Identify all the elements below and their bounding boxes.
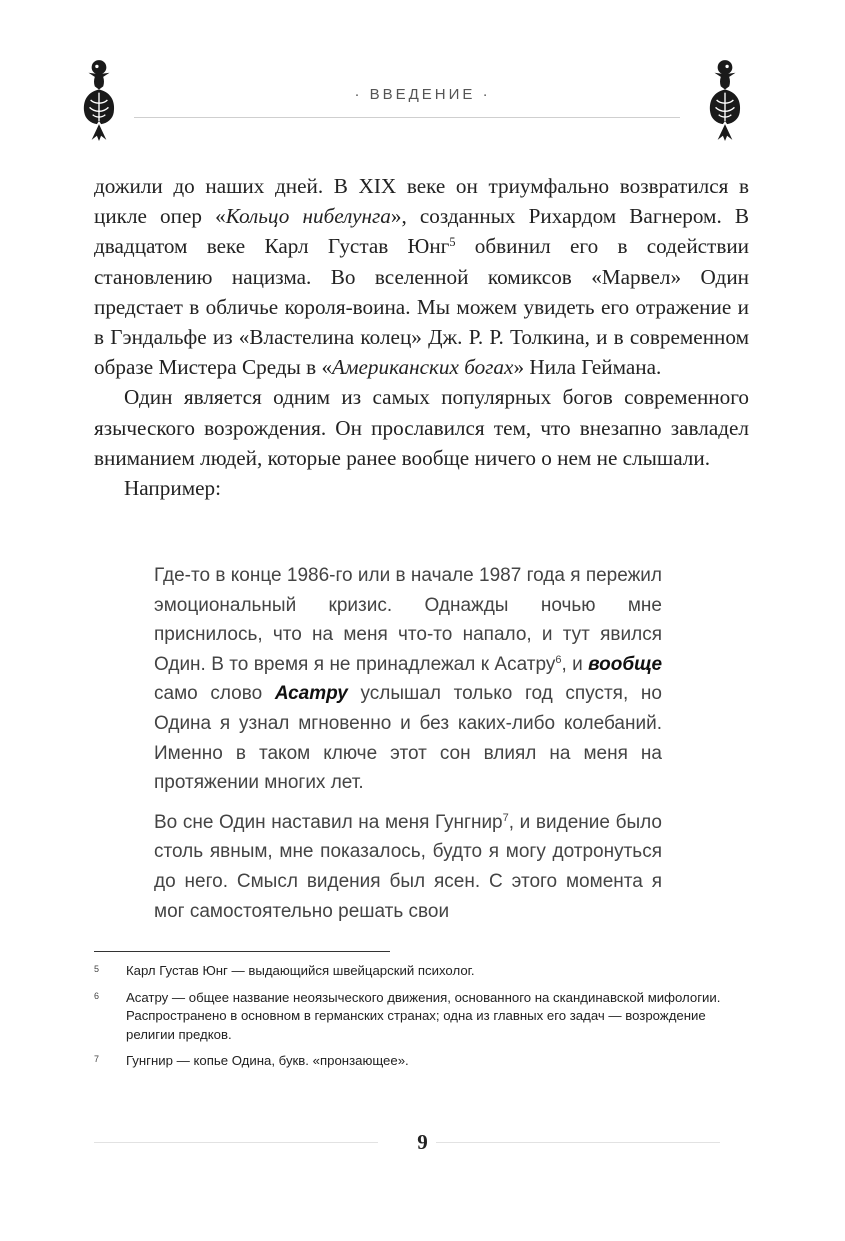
footnote-number: 5 — [94, 964, 100, 974]
footnote-text: Асатру — общее название неоязыческого движения, основанного на скандинавской мифологии. Распространено в основном в германских странах; одна из главных его задач — возрождение религии предков. — [126, 989, 721, 1042]
quote-paragraph: Во сне Один наставил на меня Гунгнир$^7$, и видение было столь явным, мне показалось, будто я могу дотронуться до него. Смысл видения был ясен. С этого момента я мог самостоятельно решать свои — [154, 811, 662, 922]
footnote-divider — [94, 951, 390, 952]
paragraph: Один является одним из самых популярных богов современного языческого возрождения. Он прославился тем, что внезапно завладел вниманием людей, которые ранее вообще ничего о нем не слышали. — [94, 385, 749, 470]
footer-divider-right — [436, 1142, 720, 1143]
footnote-ref[interactable]: 6 — [555, 654, 562, 667]
page-number: 9 — [417, 1130, 428, 1154]
block-quote — [154, 561, 662, 926]
paragraph: Например: — [124, 476, 221, 501]
footnote-text: Карл Густав Юнг — выдающийся швейцарский психолог. — [126, 963, 475, 978]
quote-paragraph: Где-то в конце 1986-го или в начале 1987 года я пережил эмоциональный кризис. Однажды ночью мне приснилось, что на меня что-то напало, и тут явился Один. В то время я не принадлежал к Асатру$^6$, и вообще само слово Асатру услышал только год спустя, но Одина я узнал мгновенно и без каких-либо колебаний. Именно в таком ключе этот сон влиял на меня на протяжении многих лет. — [154, 565, 663, 794]
running-header: · ВВЕДЕНИЕ · — [354, 86, 491, 103]
footnotes — [94, 962, 754, 1079]
footnote — [94, 989, 754, 1045]
footnote — [94, 962, 754, 981]
footnote-ref[interactable]: 5 — [449, 235, 456, 250]
footnote-number: 7 — [94, 1054, 100, 1064]
footnote-ref[interactable]: 7 — [502, 812, 509, 825]
footnote-number: 6 — [94, 990, 100, 1001]
header-divider — [134, 117, 680, 118]
footnote — [94, 1052, 754, 1071]
paragraph: дожили до наших дней. В XIX веке он триумфально возвратился в цикле опер «Кольцо нибелунга», созданных Рихардом Вагнером. В двадцатом веке Карл Густав Юнг$^5$ обвинил его в содействии становлению нацизма. Во вселенной комиксов «Марвел» Один предстает в обличье короля-воина. Мы можем увидеть его отражение и в Гэндальфе из «Властелина колец» Дж. Р. Р. Толкина, и в современном образе Мистера Среды в «Американских богах» Нила Геймана. — [94, 174, 750, 380]
footnote-text: Гунгнир — копье Одина, букв. «пронзающее». — [126, 1053, 409, 1068]
main-text — [94, 171, 749, 503]
